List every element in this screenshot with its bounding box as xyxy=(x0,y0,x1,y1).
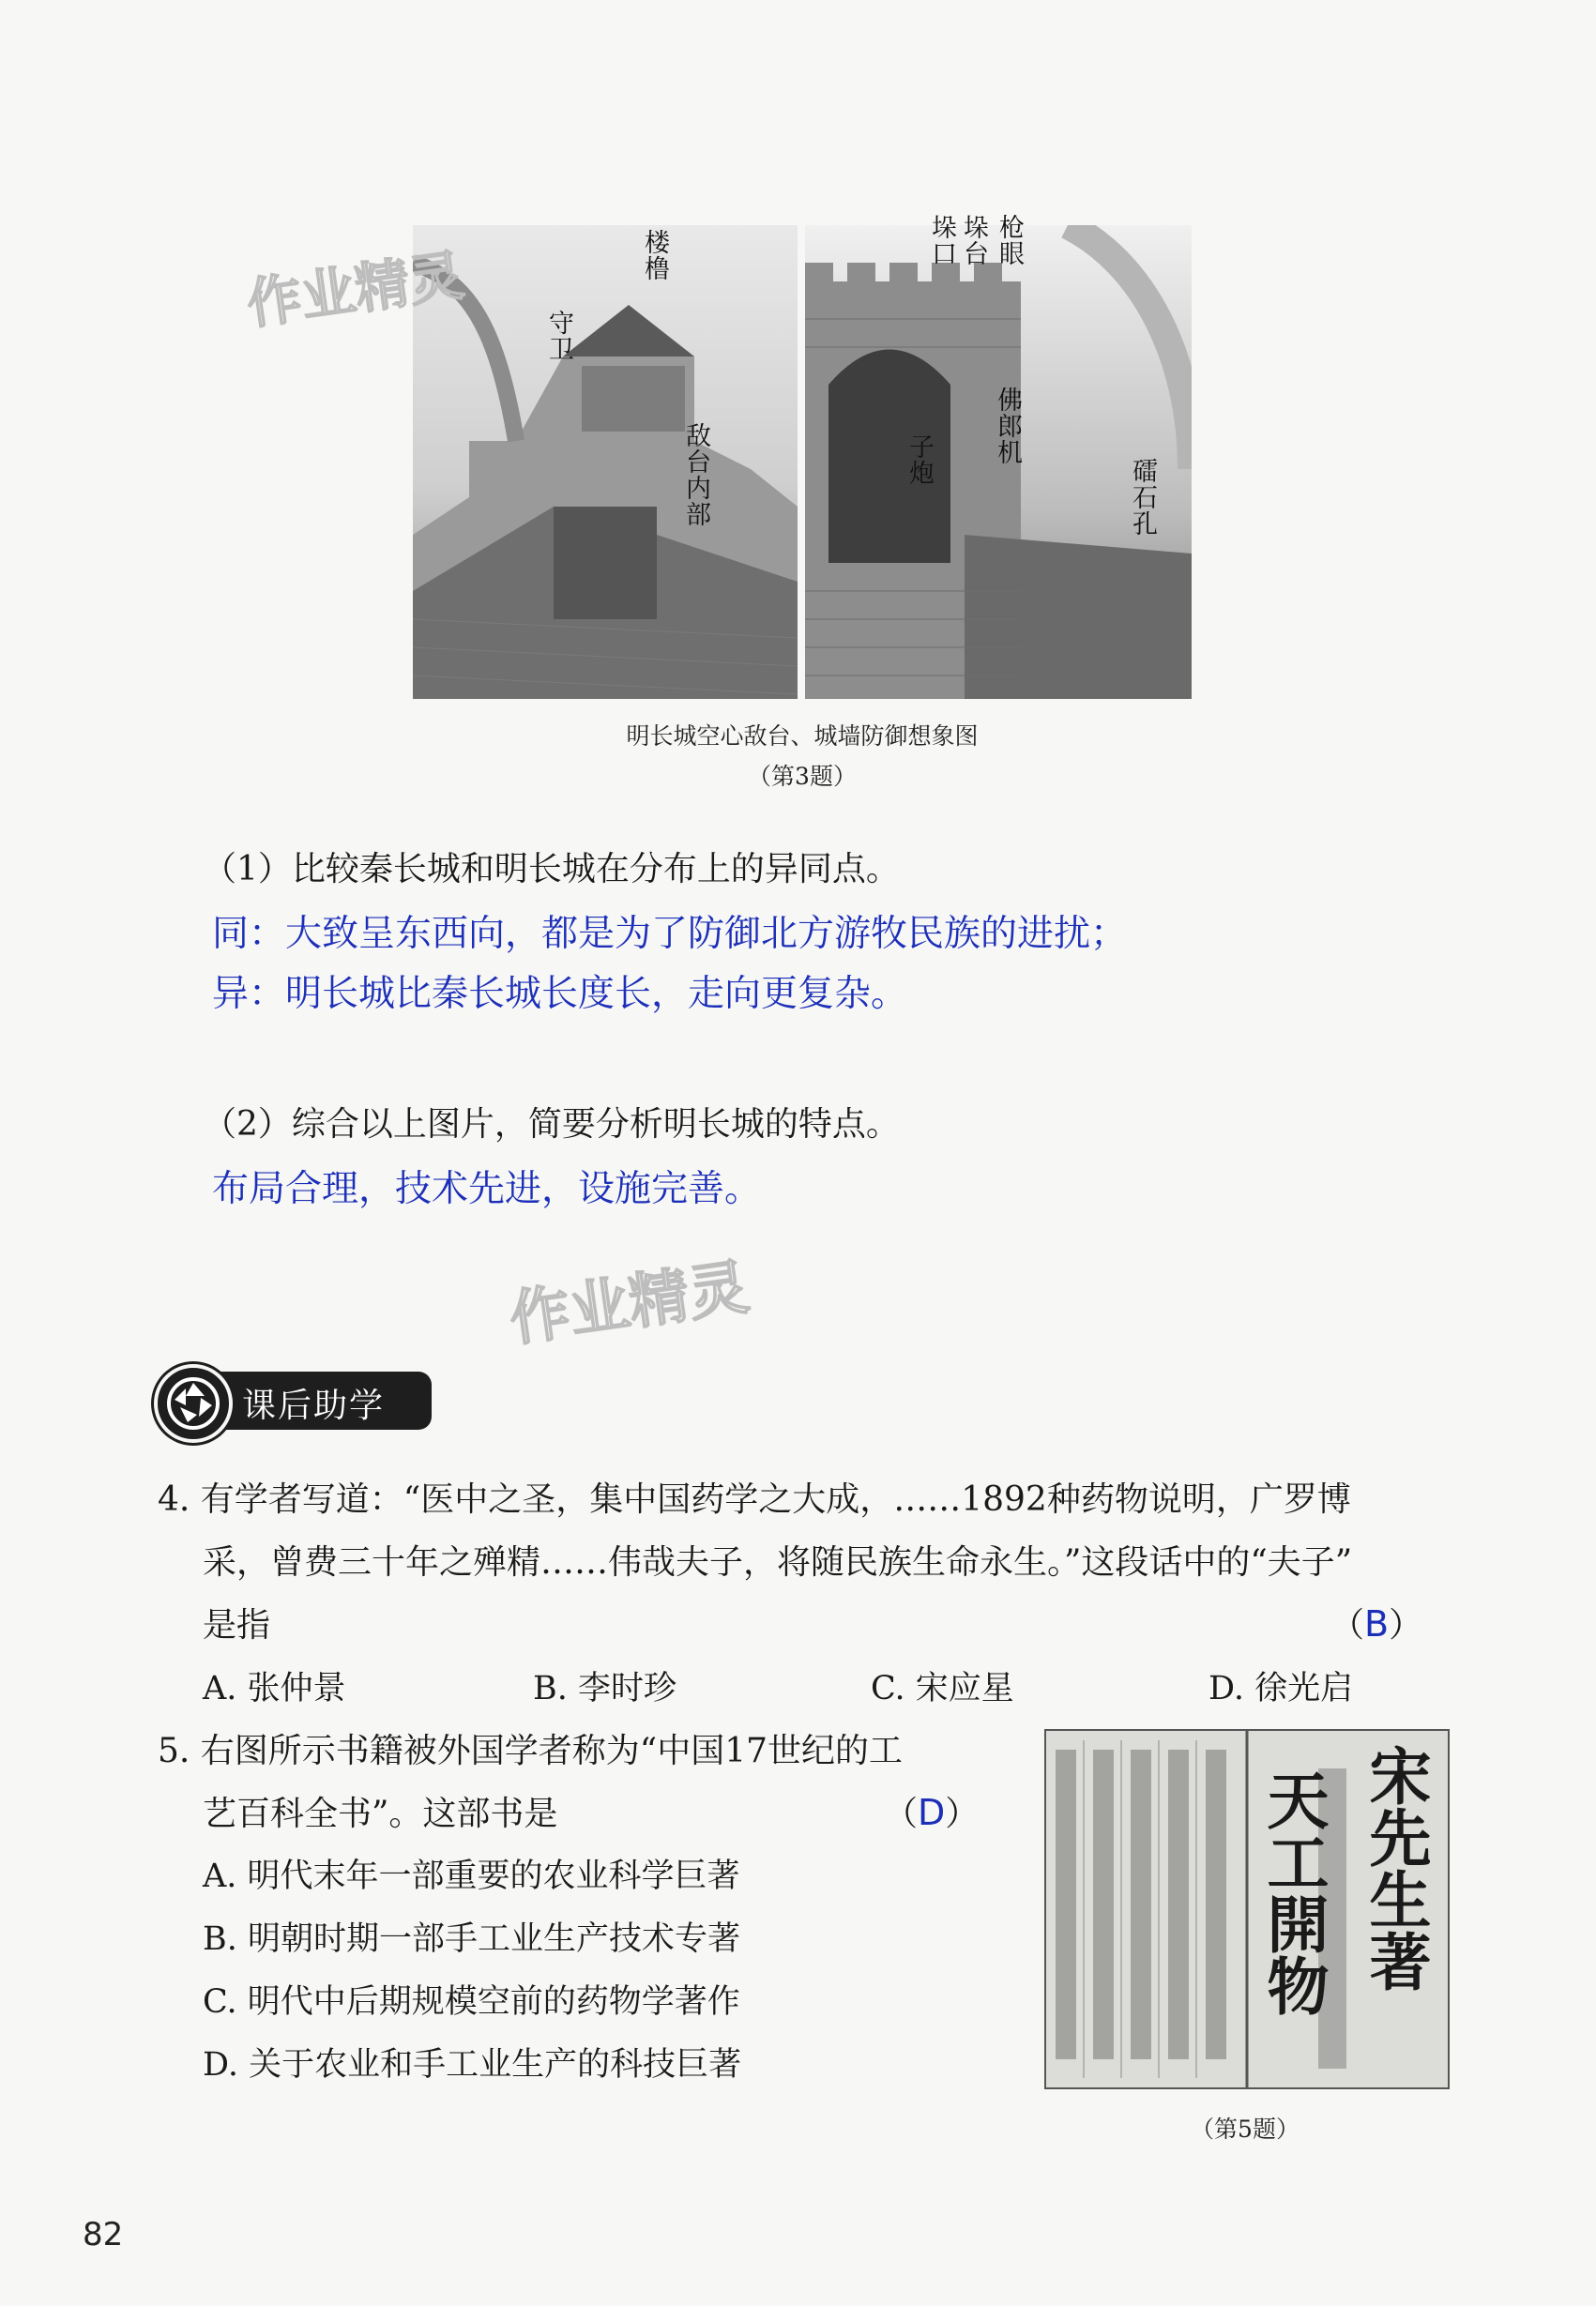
q4-option-b: B. 李时珍 xyxy=(533,1670,676,1707)
q5-option-c: C. 明代中后期规模空前的药物学著作 xyxy=(203,1983,740,2021)
label-duokou: 垛口 xyxy=(927,214,956,266)
section-badge xyxy=(160,1372,432,1430)
q4-option-a: A. 张仲景 xyxy=(203,1670,346,1707)
q4-answer: B xyxy=(1364,1603,1390,1645)
q4-option-d: D. 徐光启 xyxy=(1208,1670,1354,1707)
page-number: 82 xyxy=(83,2216,124,2253)
q3-part1: （1）比较秦长城和明长城在分布上的异同点。 xyxy=(203,850,900,888)
q3-part1-answer-line2: 异：明长城比秦长城长度长，走向更复杂。 xyxy=(212,973,908,1015)
figure-tiangong-kaiwu-cover xyxy=(1044,1729,1450,2089)
label-louti: 楼橹 xyxy=(640,229,669,281)
label-ditai-neibu: 敌台内部 xyxy=(681,422,710,527)
section-title: 课后助学 xyxy=(242,1387,386,1425)
q4-option-c: C. 宋应星 xyxy=(871,1670,1014,1707)
label-duotai: 垛台 xyxy=(959,214,988,266)
label-folangji: 佛郎机 xyxy=(993,387,1022,465)
watermark-top: 作业精灵 xyxy=(243,243,468,337)
q4-answer-bracket: （B） xyxy=(1330,1603,1423,1645)
q5-option-d: D. 关于农业和手工业生产的科技巨著 xyxy=(203,2046,742,2084)
q4-line1: 4. 有学者写道：“医中之圣，集中国药学之大成，……1892种药物说明，广罗博 xyxy=(158,1480,1351,1519)
q4-line2: 采，曾费三十年之殚精……伟哉夫子，将随民族生命永生。”这段话中的“夫子” xyxy=(203,1543,1353,1582)
label-zipao: 子炮 xyxy=(904,433,934,486)
watchtower-illustration xyxy=(413,225,798,699)
q3-part2-answer: 布局合理，技术先进，设施完善。 xyxy=(212,1168,762,1210)
q5-line2: 艺百科全书”。这部书是 xyxy=(203,1795,558,1833)
q5-answer-bracket: （D） xyxy=(884,1792,980,1833)
book-title: 天工開物 xyxy=(1256,1768,1330,2016)
q5-line1: 5. 右图所示书籍被外国学者称为“中国17世纪的工 xyxy=(158,1732,904,1770)
watermark-middle: 作业精灵 xyxy=(505,1252,753,1356)
book-author: 宋先生著 xyxy=(1359,1744,1432,1992)
q5-option-a: A. 明代末年一部重要的农业科学巨著 xyxy=(203,1858,740,1895)
aperture-icon xyxy=(154,1364,233,1443)
label-shouwei: 守卫 xyxy=(544,310,573,362)
figure3-caption: 明长城空心敌台、城墙防御想象图 xyxy=(626,722,979,750)
figure3-sub-caption: （第3题） xyxy=(748,763,857,790)
q3-part1-answer-line1: 同：大致呈东西向，都是为了防御北方游牧民族的进扰； xyxy=(212,913,1128,955)
q4-line3: 是指 xyxy=(203,1606,271,1645)
figure5-caption: （第5题） xyxy=(1191,2116,1300,2143)
q5-option-b: B. 明朝时期一部手工业生产技术专著 xyxy=(203,1920,740,1958)
watchtower-drawing xyxy=(413,225,798,699)
label-leishikong: 礌石孔 xyxy=(1128,458,1157,537)
figure-great-wall-defense xyxy=(413,214,1192,699)
label-qiangyan: 枪眼 xyxy=(995,214,1024,266)
q5-answer: D xyxy=(918,1792,946,1833)
q3-part2: （2）综合以上图片，简要分析明长城的特点。 xyxy=(203,1105,900,1144)
